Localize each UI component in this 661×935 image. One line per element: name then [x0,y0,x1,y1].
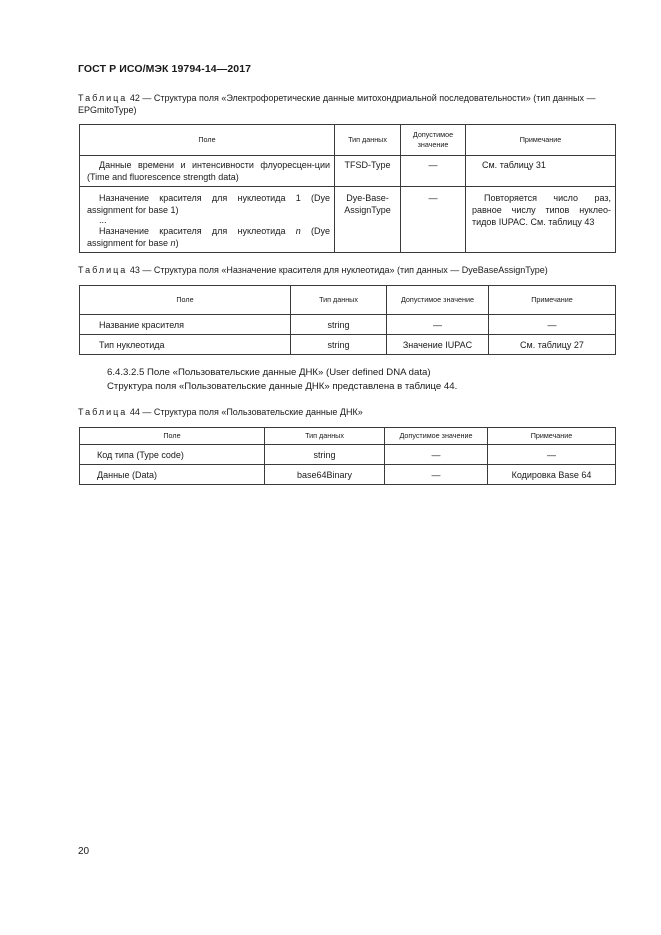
table-43-label: Таблица [78,265,128,275]
table-row [80,465,616,485]
column-header: Тип данных [265,428,385,445]
table-cell: Название красителя [80,315,291,335]
table-cell: Dye-Base-AssignType [335,187,401,253]
table-cell: base64Binary [265,465,385,485]
table-header-row [80,125,616,156]
document-header: ГОСТ Р ИСО/МЭК 19794-14—2017 [78,63,252,75]
table-cell: Код типа (Type code) [80,445,265,465]
table-cell: — [401,187,466,253]
table-cell: Кодировка Base 64 [488,465,616,485]
table-cell: Данные (Data) [80,465,265,485]
table-42-title: 42 — Структура поля «Электрофоретические данные митохондриальной последовательности» (тип данных — EPGmitoType) [78,93,596,115]
column-header: Примечание [488,428,616,445]
table-header-row [80,286,616,315]
table-row [80,445,616,465]
table-cell: string [265,445,385,465]
table-header-row [80,428,616,445]
column-header: Допустимое значение [401,125,466,156]
table-cell: — [385,465,488,485]
column-header: Примечание [489,286,616,315]
column-header: Поле [80,125,335,156]
column-header: Допустимое значение [385,428,488,445]
table-cell: — [387,315,489,335]
table-44-title: 44 — Структура поля «Пользовательские данные ДНК» [129,407,363,417]
table-cell: Назначение красителя для нуклеотида 1 (Dye assignment for base 1) ... Назначение красителя для нуклеотида n (Dye assignment for base n) [80,187,335,253]
table-43-caption [78,264,615,276]
table-cell: — [385,445,488,465]
table-cell: См. таблицу 31 [466,156,616,187]
column-header: Тип данных [335,125,401,156]
table-cell: string [291,315,387,335]
table-44-label: Таблица [78,407,128,417]
column-header: Поле [80,286,291,315]
table-cell: Повторяется число раз, равное числу типов нуклео-тидов IUPAC. См. таблицу 43 [466,187,616,253]
table-42-label: Таблица [78,93,128,103]
table-42 [79,124,616,253]
table-43 [79,285,616,355]
table-cell: См. таблицу 27 [489,335,616,355]
table-cell: Значение IUPAC [387,335,489,355]
table-42-caption [78,92,615,116]
section-text: Структура поля «Пользовательские данные ДНК» представлена в таблице 44. [107,381,458,392]
table-cell: TFSD-Type [335,156,401,187]
table-cell: — [488,445,616,465]
page-number: 20 [78,846,90,857]
table-cell: Тип нуклеотида [80,335,291,355]
table-row [80,315,616,335]
column-header: Тип данных [291,286,387,315]
table-cell: string [291,335,387,355]
column-header: Поле [80,428,265,445]
table-44 [79,427,616,485]
table-cell: — [401,156,466,187]
table-row [80,335,616,355]
table-43-title: 43 — Структура поля «Назначение красителя для нуклеотида» (тип данных — DyeBaseAssignType) [129,265,548,275]
table-44-caption [78,406,615,418]
table-row [80,187,616,253]
table-cell: Данные времени и интенсивности флуоресцен-ции (Time and fluorescence strength data) [80,156,335,187]
table-row [80,156,616,187]
column-header: Допустимое значение [387,286,489,315]
section-heading: 6.4.3.2.5 Поле «Пользовательские данные ДНК» (User defined DNA data) [107,367,431,378]
table-cell: — [489,315,616,335]
column-header: Примечание [466,125,616,156]
